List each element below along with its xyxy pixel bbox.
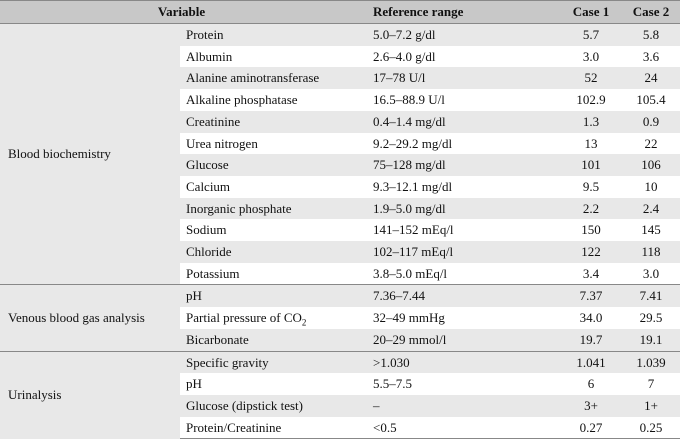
case-1-value: 3.4 — [582, 265, 600, 281]
reference-range-cell: 2.6–4.0 g/dl — [373, 48, 436, 64]
header-case-1: Case 1 — [560, 1, 622, 24]
parameter-label: Chloride — [186, 244, 232, 260]
header-reference-range: Reference range — [363, 1, 560, 24]
case-2-value: 3.0 — [642, 265, 660, 281]
reference-range-cell: 17–78 U/l — [363, 67, 560, 89]
parameter-label: Potassium — [186, 265, 240, 281]
parameter-label: Bicarbonate — [186, 331, 249, 347]
reference-range-cell: 7.36–7.44 — [363, 285, 560, 307]
table-row — [0, 285, 680, 307]
reference-range-cell: 0.4–1.4 mg/dl — [363, 111, 560, 133]
parameter-label: Alkaline phosphatase — [186, 92, 298, 108]
case-2-value: 0.9 — [622, 111, 680, 133]
reference-range-cell: 3.8–5.0 mEq/l — [373, 265, 448, 281]
parameter-cell — [180, 67, 363, 89]
reference-range-cell: <0.5 — [363, 417, 560, 439]
case-2-value: 5.8 — [622, 24, 680, 46]
parameter-label: Sodium — [186, 222, 227, 238]
parameter-label: Protein — [186, 27, 224, 42]
case-2-value: 24 — [622, 67, 680, 89]
parameter-label: Calcium — [186, 178, 231, 194]
case-1-value: 13 — [584, 135, 598, 151]
parameter-cell — [180, 373, 363, 395]
case-1-value: 3+ — [560, 395, 622, 417]
parameter-cell — [180, 329, 363, 351]
case-1-value: 122 — [560, 241, 622, 263]
case-1-value: 5.7 — [560, 24, 622, 46]
parameter-cell — [180, 154, 363, 176]
parameter-label: Inorganic phosphate — [186, 200, 292, 216]
parameter-cell — [180, 176, 363, 198]
parameter-cell — [180, 263, 363, 285]
case-1-value: 9.5 — [582, 178, 600, 194]
case-1-value: 2.2 — [560, 198, 622, 220]
case-2-value: 7 — [647, 376, 655, 392]
case-1-value: 101 — [560, 154, 622, 176]
case-1-value: 3.0 — [582, 48, 600, 64]
parameter-label: Creatinine — [186, 113, 241, 129]
parameter-label: Glucose — [186, 157, 229, 173]
case-2-value: 118 — [622, 241, 680, 263]
reference-range-cell: 16.5–88.9 U/l — [373, 92, 445, 108]
case-2-value: 1.039 — [622, 351, 680, 373]
group-label: Blood biochemistry — [0, 24, 180, 285]
case-1-value: 34.0 — [579, 310, 603, 326]
reference-range-cell: 9.3–12.1 mg/dl — [373, 178, 453, 194]
reference-range-cell: 5.0–7.2 g/dl — [363, 24, 560, 46]
reference-range-cell: 1.9–5.0 mg/dl — [363, 198, 560, 220]
case-2-value: 105.4 — [636, 92, 666, 108]
reference-range-cell: >1.030 — [363, 351, 560, 373]
table-header — [0, 1, 680, 24]
case-1-value: 1.3 — [560, 111, 622, 133]
parameter-cell — [180, 89, 363, 111]
header-variable: Variable — [0, 1, 363, 24]
case-1-value: 102.9 — [576, 92, 606, 108]
parameter-cell — [180, 241, 363, 263]
case-1-value: 1.041 — [560, 351, 622, 373]
parameter-cell — [180, 24, 363, 46]
reference-range-cell: 75–128 mg/dl — [363, 154, 560, 176]
case-2-value: 2.4 — [622, 198, 680, 220]
parameter-cell — [180, 198, 363, 220]
parameter-subscript: 2 — [301, 317, 307, 328]
parameter-label: Glucose (dipstick test) — [186, 397, 303, 413]
case-2-value: 10 — [644, 178, 658, 194]
reference-range-cell: 102–117 mEq/l — [363, 241, 560, 263]
case-1-value: 6 — [587, 376, 595, 392]
case-1-value: 7.37 — [560, 285, 622, 307]
case-2-value: 3.6 — [642, 48, 660, 64]
group-label: Urinalysis — [0, 351, 180, 439]
reference-range-cell: 141–152 mEq/l — [373, 222, 454, 238]
case-1-value: 0.27 — [560, 417, 622, 439]
parameter-label: Alanine aminotransferase — [186, 70, 320, 86]
reference-range-cell: 9.2–29.2 mg/dl — [373, 135, 453, 151]
case-1-value: 52 — [560, 67, 622, 89]
parameter-label: Protein/Creatinine — [186, 419, 282, 435]
parameter-cell — [180, 111, 363, 133]
case-2-value: 22 — [644, 135, 658, 151]
reference-range-cell: – — [363, 395, 560, 417]
reference-range-cell: 32–49 mmHg — [373, 310, 445, 326]
parameter-cell — [180, 417, 363, 439]
parameter-cell — [180, 285, 363, 307]
parameter-label: Albumin — [186, 48, 233, 64]
parameter-cell — [180, 46, 363, 68]
header-row — [0, 1, 680, 24]
case-2-value: 29.5 — [639, 310, 663, 326]
table-row — [0, 351, 680, 373]
case-1-value: 19.7 — [560, 329, 622, 351]
case-2-value: 0.25 — [622, 417, 680, 439]
reference-range-cell: 20–29 mmol/l — [363, 329, 560, 351]
parameter-label: pH — [186, 288, 202, 304]
reference-range-cell: 5.5–7.5 — [373, 376, 413, 392]
parameter-label: pH — [186, 376, 202, 392]
parameter-cell — [180, 351, 363, 373]
case-2-value: 145 — [641, 222, 661, 238]
case-2-value: 106 — [622, 154, 680, 176]
case-2-value: 19.1 — [622, 329, 680, 351]
header-case-2: Case 2 — [622, 1, 680, 24]
parameter-label: Urea nitrogen — [186, 135, 258, 151]
parameter-cell — [180, 133, 363, 155]
table-row — [0, 24, 680, 46]
parameter-cell — [180, 395, 363, 417]
table-body — [0, 24, 680, 439]
parameter-label: Specific gravity — [186, 354, 269, 370]
parameter-cell — [180, 307, 363, 329]
group-label: Venous blood gas analysis — [0, 285, 180, 351]
case-2-value: 7.41 — [622, 285, 680, 307]
case-1-value: 150 — [581, 222, 601, 238]
parameter-cell — [180, 219, 363, 241]
case-2-value: 1+ — [622, 395, 680, 417]
parameter-label: Partial pressure of CO — [186, 310, 302, 326]
